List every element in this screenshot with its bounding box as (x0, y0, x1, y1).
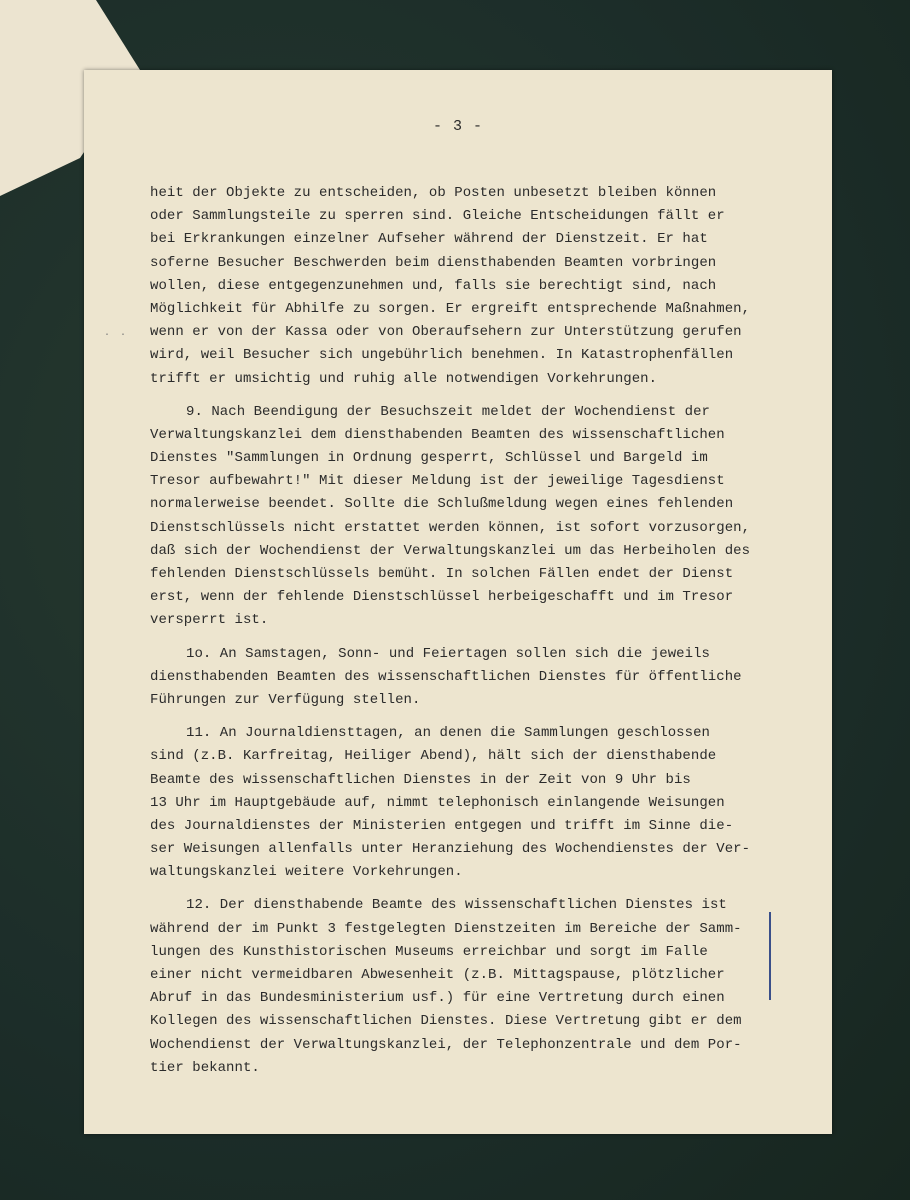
paragraph-4 (150, 722, 830, 884)
text-line: des Journaldienstes der Ministerien entgegen und trifft im Sinne die- (150, 817, 734, 834)
text-line: Dienstes "Sammlungen in Ordnung gesperrt, Schlüssel und Bargeld im (150, 450, 708, 467)
text-line: Wochendienst der Verwaltungskanzlei, der Telephonzentrale und dem Por- (150, 1036, 742, 1053)
text-line: oder Sammlungsteile zu sperren sind. Gleiche Entscheidungen fällt er (150, 208, 725, 225)
text-line: diensthabenden Beamten des wissenschaftlichen Dienstes für öffentliche (150, 668, 742, 685)
text-line: soferne Besucher Beschwerden beim diensthabenden Beamten vorbringen (150, 254, 717, 271)
text-line: fehlenden Dienstschlüssels bemüht. In solchen Fällen endet der Dienst (150, 566, 734, 582)
text-line: Kollegen des wissenschaftlichen Dienstes. Diese Vertretung gibt er dem (150, 1013, 742, 1030)
document-page (84, 70, 832, 1134)
text-line: 12. Der diensthabende Beamte des wissenschaftlichen Dienstes ist (186, 897, 727, 914)
text-line: 1o. An Samstagen, Sonn- und Feiertagen sollen sich die jeweils (186, 645, 710, 662)
text-line: 13 Uhr im Hauptgebäude auf, nimmt telephonisch einlangende Weisungen (150, 794, 725, 811)
text-line: heit der Objekte zu entscheiden, ob Posten unbesetzt bleiben können (150, 185, 717, 201)
paragraph-gap (150, 884, 830, 894)
paragraph-gap (150, 712, 830, 722)
text-line: Beamte des wissenschaftlichen Dienstes in der Zeit von 9 Uhr bis (150, 771, 691, 788)
text-line: waltungskanzlei weitere Vorkehrungen. (150, 864, 463, 881)
text-line: während der im Punkt 3 festgelegten Dienstzeiten im Bereiche der Samm- (150, 920, 742, 937)
text-line: tier bekannt. (150, 1059, 260, 1076)
text-line: ser Weisungen allenfalls unter Heranziehung des Wochendienstes der Ver- (150, 841, 751, 858)
text-line: wollen, diese entgegenzunehmen und, falls sie berechtigt sind, nach (150, 277, 717, 294)
text-line: Abruf in das Bundesministerium usf.) für eine Vertretung durch einen (150, 990, 725, 1007)
text-line: trifft er umsichtig und ruhig alle notwendigen Vorkehrungen. (150, 370, 658, 387)
text-line: einer nicht vermeidbaren Abwesenheit (z.B. Mittagspause, plötzlicher (150, 967, 725, 983)
text-line: Verwaltungskanzlei dem diensthabenden Beamten des wissenschaftlichen (150, 426, 725, 443)
text-line: daß sich der Wochendienst der Verwaltungskanzlei um das Herbeiholen des (150, 542, 751, 559)
text-line: wenn er von der Kassa oder von Oberaufsehern zur Unterstützung gerufen (150, 324, 742, 341)
paragraph-2 (150, 401, 830, 633)
text-line: Möglichkeit für Abhilfe zu sorgen. Er ergreift entsprechende Maßnahmen, (150, 300, 751, 317)
text-line: Dienstschlüssels nicht erstattet werden können, ist sofort vorzusorgen, (150, 519, 751, 536)
paragraph-gap (150, 391, 830, 401)
page-number: - 3 - (432, 118, 483, 135)
paragraph-5 (150, 894, 830, 1080)
paragraph-3 (150, 643, 830, 713)
text-line: lungen des Kunsthistorischen Museums erreichbar und sorgt im Falle (150, 943, 708, 960)
text-line: bei Erkrankungen einzelner Aufseher während der Dienstzeit. Er hat (150, 231, 708, 248)
text-line: wird, weil Besucher sich ungebührlich benehmen. In Katastrophenfällen (150, 347, 734, 364)
margin-line-mark (769, 912, 771, 1000)
text-line: Führungen zur Verfügung stellen. (150, 691, 421, 708)
text-line: erst, wenn der fehlende Dienstschlüssel herbeigeschafft und im Tresor (150, 589, 734, 606)
text-line: normalerweise beendet. Sollte die Schlußmeldung wegen eines fehlenden (150, 496, 734, 513)
text-line: sind (z.B. Karfreitag, Heiliger Abend), hält sich der diensthabende (150, 748, 717, 765)
paragraph-gap (150, 633, 830, 643)
paragraph-1 (150, 182, 830, 391)
text-line: Tresor aufbewahrt!" Mit dieser Meldung ist der jeweilige Tagesdienst (150, 473, 725, 490)
text-line: versperrt ist. (150, 612, 269, 629)
text-line: 11. An Journaldiensttagen, an denen die Sammlungen geschlossen (186, 725, 710, 742)
text-line: 9. Nach Beendigung der Besuchszeit meldet der Wochendienst der (186, 403, 710, 420)
document-body (150, 182, 830, 1080)
margin-dots: · · (104, 330, 129, 341)
